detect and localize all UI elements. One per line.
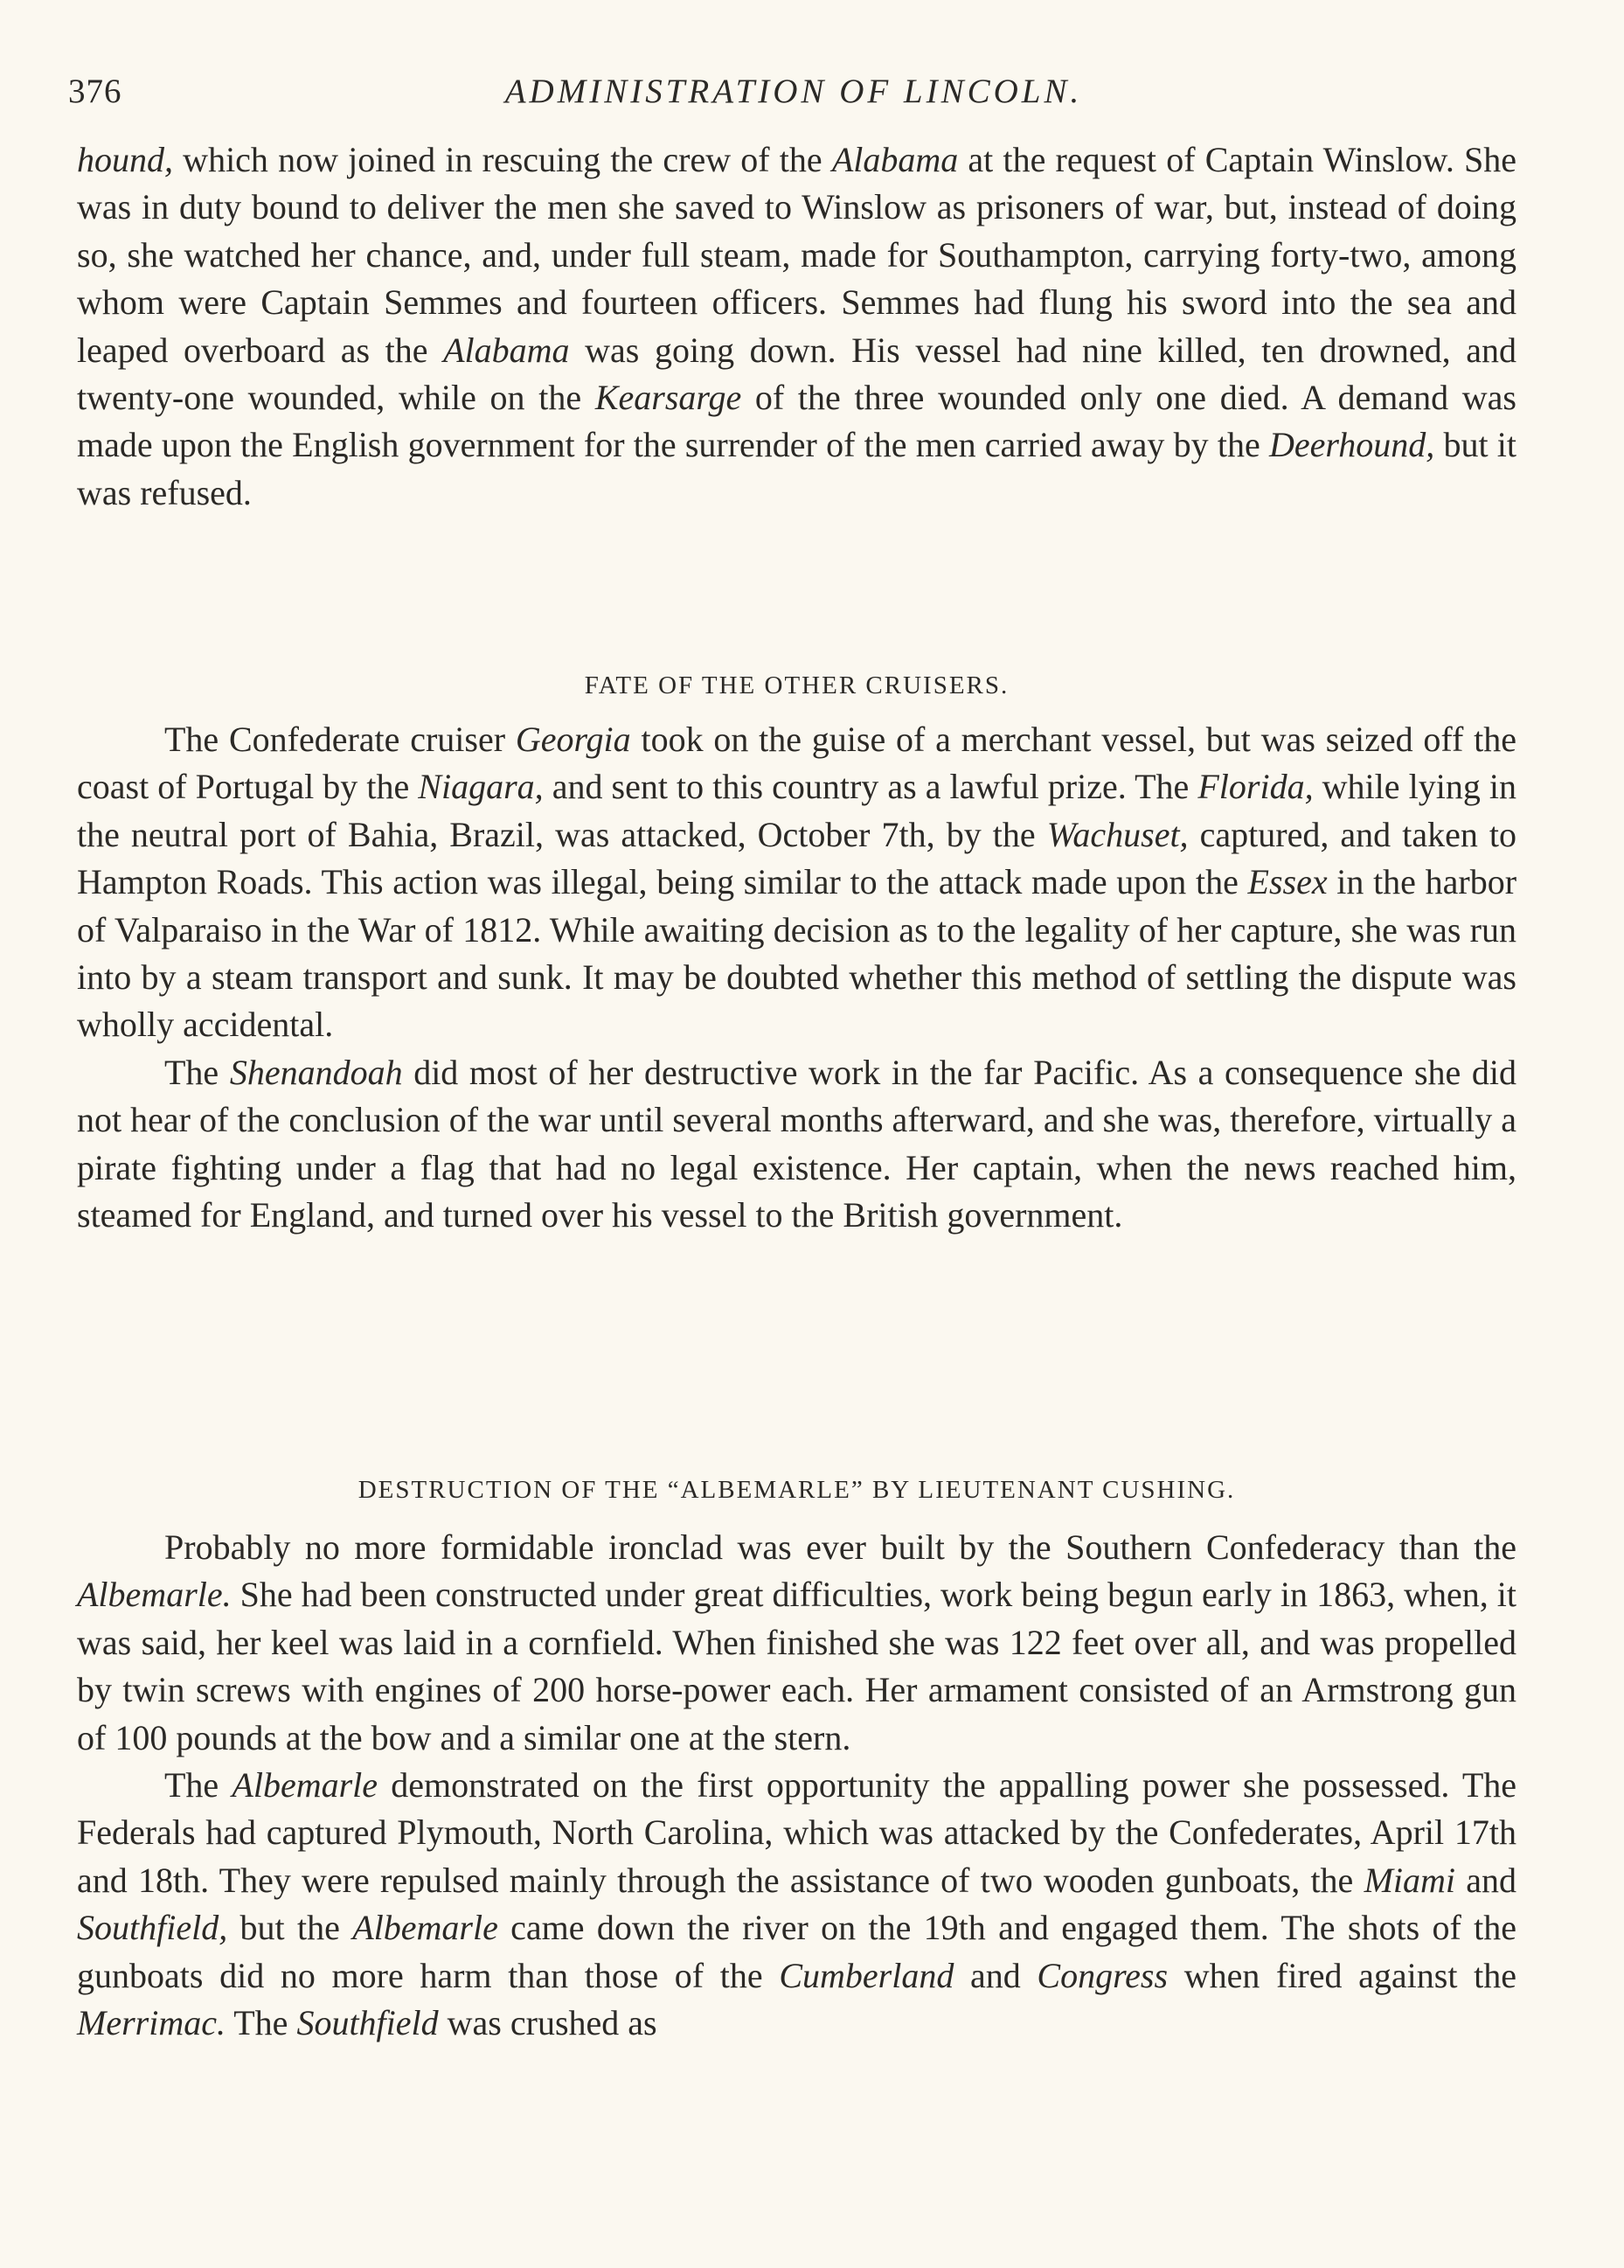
text-run: The Confederate cruiser <box>164 720 516 759</box>
italic-text-run: Alabama <box>831 140 959 179</box>
paragraph-4 <box>77 1524 1516 1762</box>
italic-text-run: Deerhound, <box>1268 425 1435 465</box>
paragraph-continuation <box>77 136 1516 517</box>
section-heading-fate-of-cruisers: FATE OF THE OTHER CRUISERS. <box>584 671 1010 699</box>
italic-text-run: Albemarle <box>232 1765 378 1805</box>
italic-text-run: Georgia <box>515 720 631 759</box>
paragraph-2 <box>77 716 1516 1049</box>
italic-text-run: Florida, <box>1197 767 1314 807</box>
italic-text-run: Alabama <box>443 330 570 370</box>
text-run: which now joined in rescuing the crew of the <box>173 140 832 179</box>
section-heading-albemarle: DESTRUCTION OF THE “ALBEMARLE” BY LIEUTENANT CUSHING. <box>357 1476 1236 1504</box>
italic-text-run: Congress <box>1037 1955 1169 1995</box>
text-run: took on the guise of a merchant vessel, but was seized off the coast of Portugal by the <box>77 720 1516 807</box>
paragraph-1 <box>77 136 1516 517</box>
text-run: when fired against the <box>1168 1955 1516 1995</box>
text-run: in the harbor of Valparaiso in the War of 1812. While awaiting decision as to the legality of her capture, she was run into by a steam transport and sunk. It may be doubted whether this method of settling the dispute was wholly accidental. <box>77 862 1517 1045</box>
text-run: and <box>954 1955 1038 1995</box>
section-fate-of-cruisers <box>77 716 1516 1239</box>
italic-text-run: Shenandoah <box>229 1052 403 1092</box>
text-run: and <box>1455 1860 1516 1900</box>
running-title: ADMINISTRATION OF LINCOLN. <box>504 73 1083 110</box>
text-run: She had been constructed under great difficulties, work being begun early in 1863, when, it was said, her keel was laid in a cornfield. When finished she was 122 feet over all, and was propelled by twin screws with engines of 200 horse-power each. Her armament consisted of an Armstrong gun of 100 pounds at the bow and a similar one at the stern. <box>77 1575 1516 1757</box>
italic-text-run: Albemarle. <box>77 1575 232 1615</box>
paragraph-3 <box>77 1049 1516 1240</box>
text-run: came down the river on the 19th and engaged them. The shots of the gunboats did no more harm than those of the <box>77 1908 1516 1995</box>
text-run: and sent to this country as a lawful prize. The <box>543 767 1198 807</box>
italic-text-run: Cumberland <box>779 1955 954 1995</box>
italic-text-run: Merrimac. <box>77 2003 226 2043</box>
italic-text-run: Niagara, <box>418 767 544 807</box>
text-run: but the <box>227 1908 353 1948</box>
text-run: captured, and taken to Hampton Roads. This action was illegal, being similar to the attack made upon the <box>77 814 1516 902</box>
text-run: The <box>225 2003 297 2043</box>
text-run: but it was refused. <box>77 425 1516 512</box>
page-header <box>68 72 1519 124</box>
paragraph-5 <box>77 1762 1516 2047</box>
page-number: 376 <box>68 73 122 110</box>
text-run: The <box>164 1052 230 1092</box>
text-run: demonstrated on the first opportunity the appalling power she possessed. The Federals had captured Plymouth, North Carolina, which was attacked by the Confederates, April 17th and 18th. They were repulsed mainly through the assistance of two wooden gunboats, the <box>77 1765 1517 1900</box>
text-run: while lying in the neutral port of Bahia, Brazil, was attacked, October 7th, by the <box>77 767 1517 854</box>
text-run: Probably no more formidable ironclad was ever built by the Southern Confederacy than the <box>164 1527 1516 1567</box>
text-run: was crushed as <box>438 2003 657 2043</box>
text-run: did most of her destructive work in the far Pacific. As a consequence she did not hear of the conclusion of the war until several months afterward, and she was, therefore, virtually a pirate fighting under a flag that had no legal existence. Her captain, when the news reached him, steamed for England, and turned over his vessel to the British government. <box>77 1052 1517 1235</box>
italic-text-run: Southfield <box>296 2003 439 2043</box>
italic-text-run: Kearsarge <box>594 378 742 418</box>
italic-text-run: Essex <box>1247 862 1328 902</box>
text-run: of the three wounded only one died. A demand was made upon the English government for the surrender of the men carried away by the <box>77 378 1516 465</box>
italic-text-run: Albemarle <box>352 1908 498 1948</box>
italic-text-run: Wachuset, <box>1046 814 1189 854</box>
text-run: The <box>164 1765 232 1805</box>
text-run: at the request of Captain Winslow. She was in duty bound to deliver the men she saved to Winslow as prisoners of war, but, instead of doing so, she watched her chance, and, under full steam, made for Southampton, carrying forty-two, among whom were Captain Semmes and fourteen officers. Semmes had flung his sword into the sea and leaped overboard as the <box>77 140 1516 370</box>
italic-text-run: hound, <box>77 140 173 179</box>
italic-text-run: Miami <box>1364 1860 1455 1900</box>
section-albemarle <box>77 1524 1516 2047</box>
italic-text-run: Southfield, <box>77 1908 228 1948</box>
text-run: was going down. His vessel had nine killed, ten drowned, and twenty-one wounded, while on the <box>77 330 1516 418</box>
